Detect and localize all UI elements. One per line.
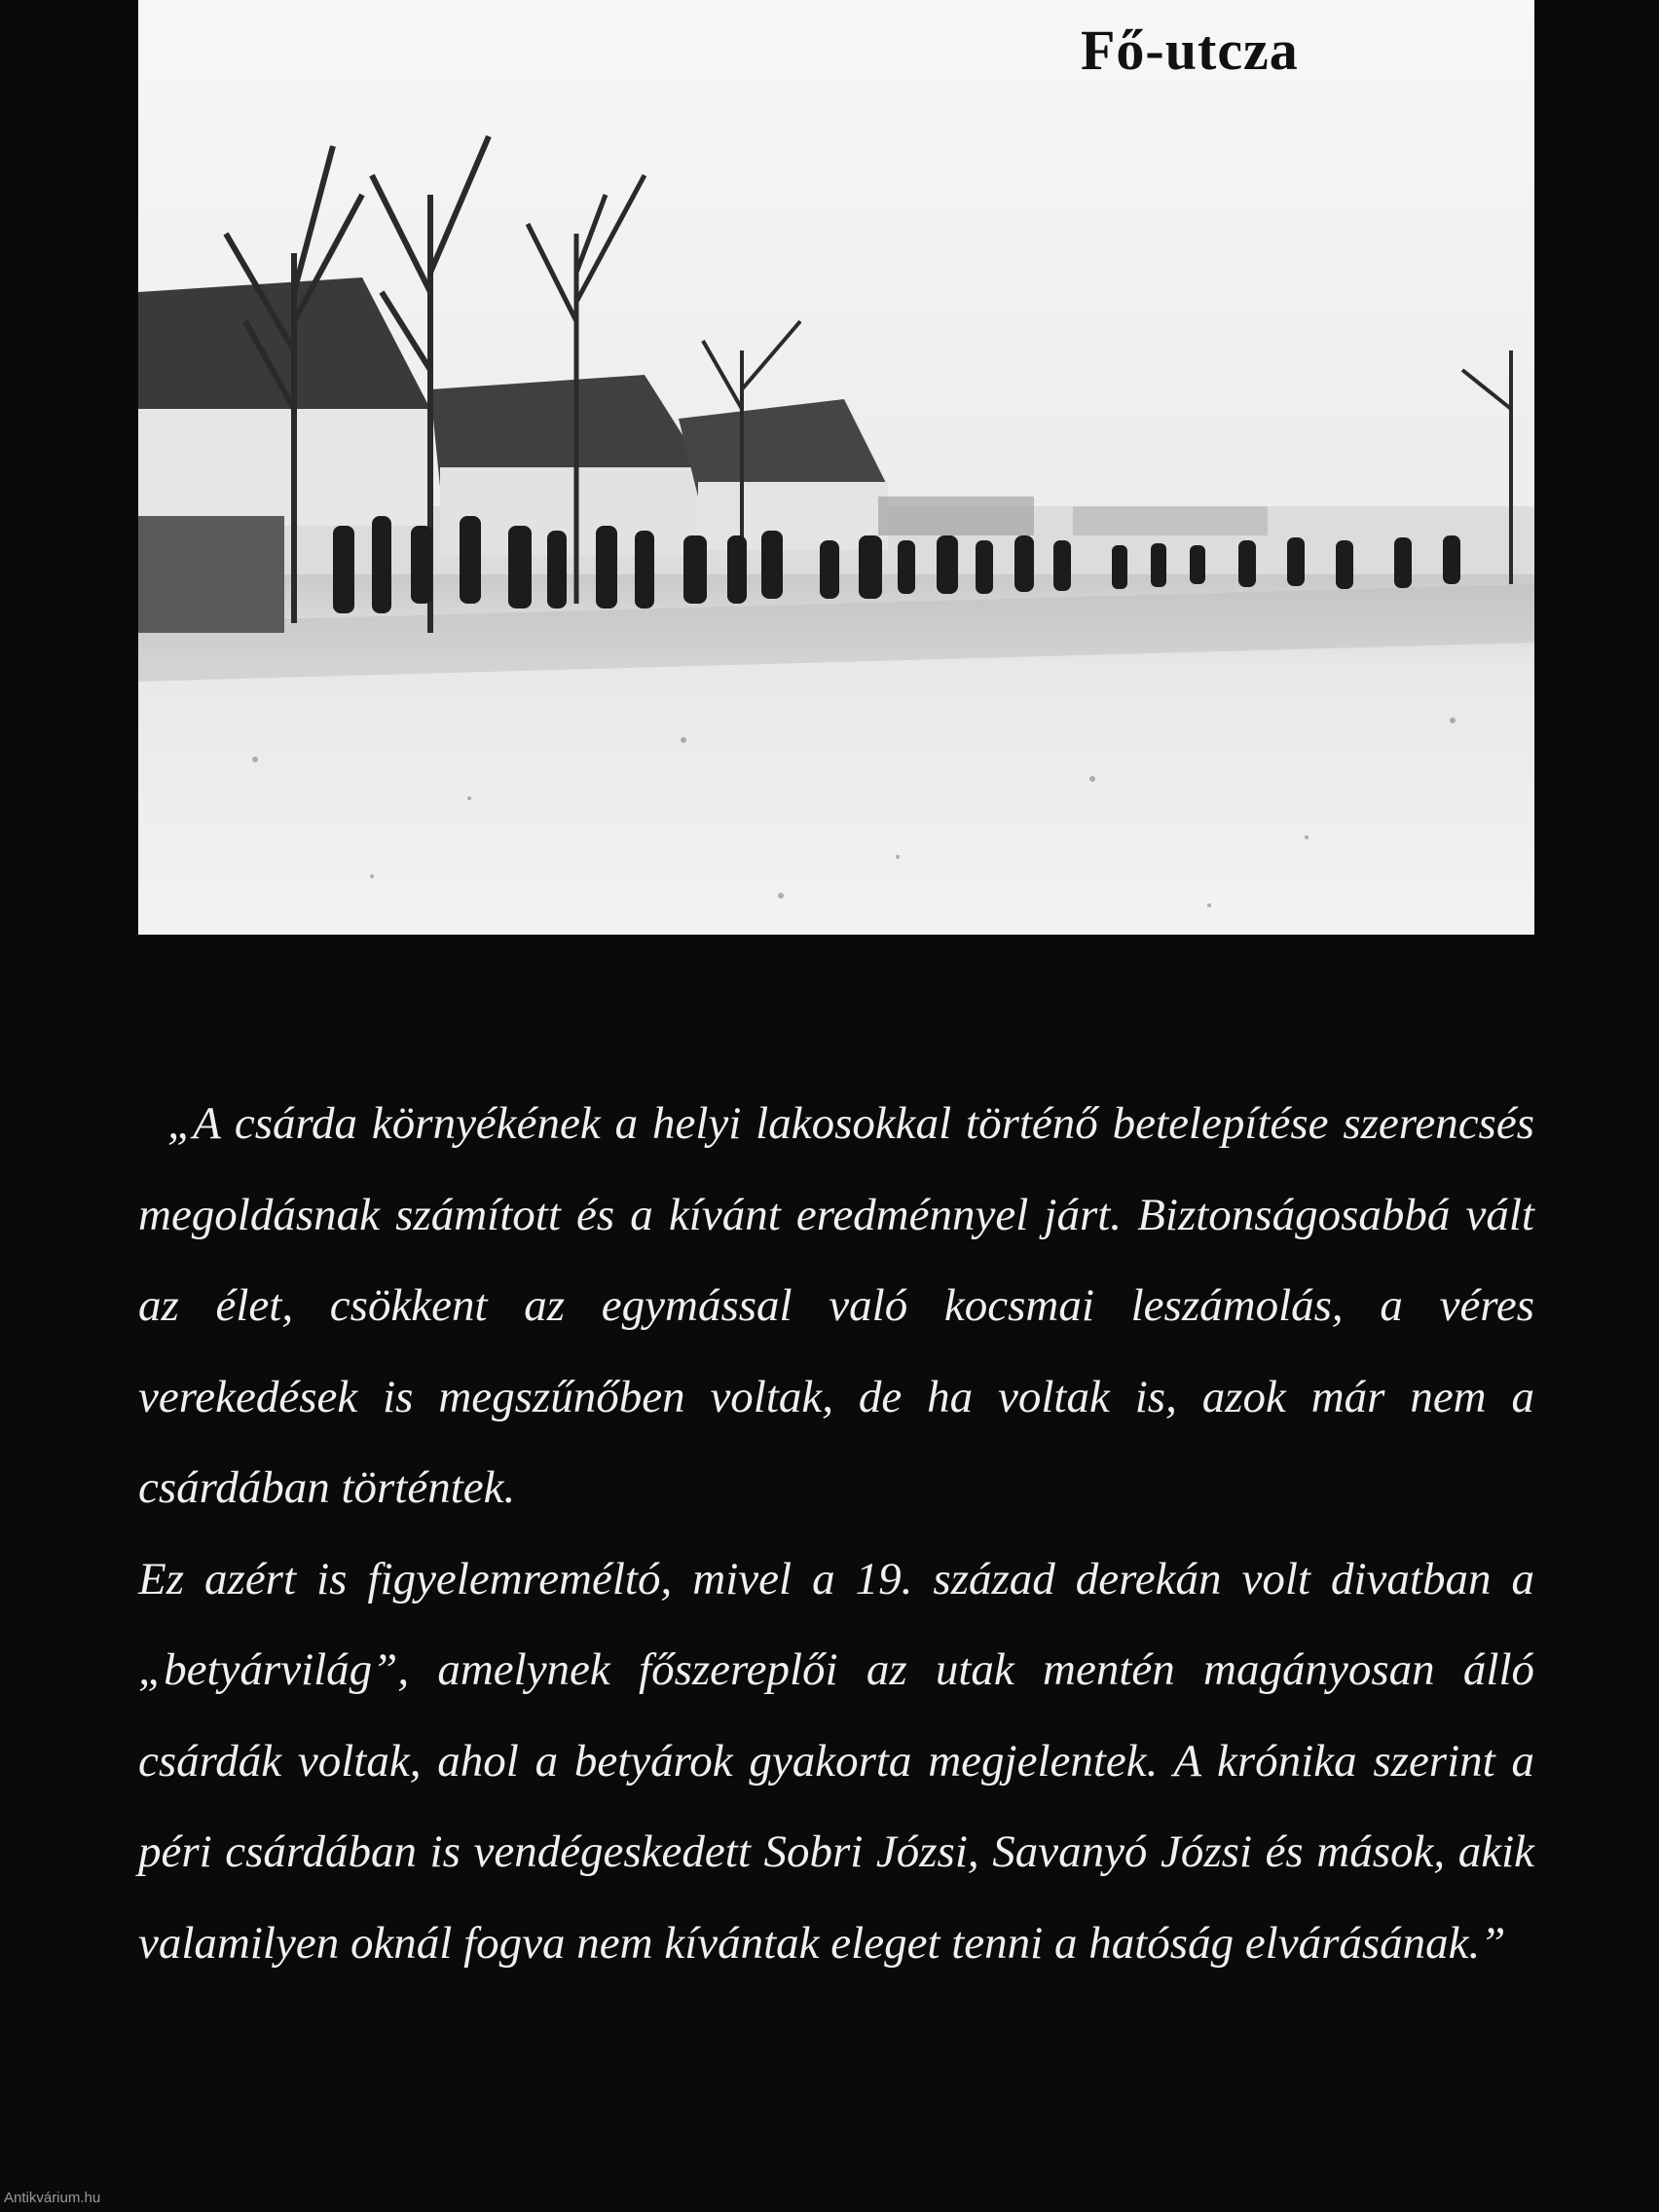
photo-caption: Fő-utcza: [1081, 18, 1299, 82]
historic-street-photo: [138, 0, 1534, 935]
quote-text-block: [138, 1079, 1534, 1989]
quote-paragraph-1: „A csárda környékének a helyi lakosokkal történő betelepítése szerencsés megoldásnak számított és a kívánt eredménnyel járt. Biztonságosabbá vált az élet, csökkent az egymással való kocsmai leszámolás, a véres verekedések is megszűnőben voltak, de ha voltak is, azok már nem a csárdában történtek.: [138, 1098, 1534, 1513]
site-watermark: Antikvárium.hu: [4, 2190, 101, 2206]
street-scene-illustration: [138, 0, 1534, 935]
quote-paragraph-2: Ez azért is figyelemreméltó, mivel a 19. század derekán volt divatban a „betyárvilág”, amelynek főszereplői az utak mentén magányosan álló csárdák voltak, ahol a betyárok gyakorta megjelentek. A krónika szerint a péri csárdában is vendégeskedett Sobri Józsi, Savanyó Józsi és mások, akik valamilyen oknál fogva nem kívántak eleget tenni a hatóság elvárásának.”: [138, 1553, 1534, 1969]
